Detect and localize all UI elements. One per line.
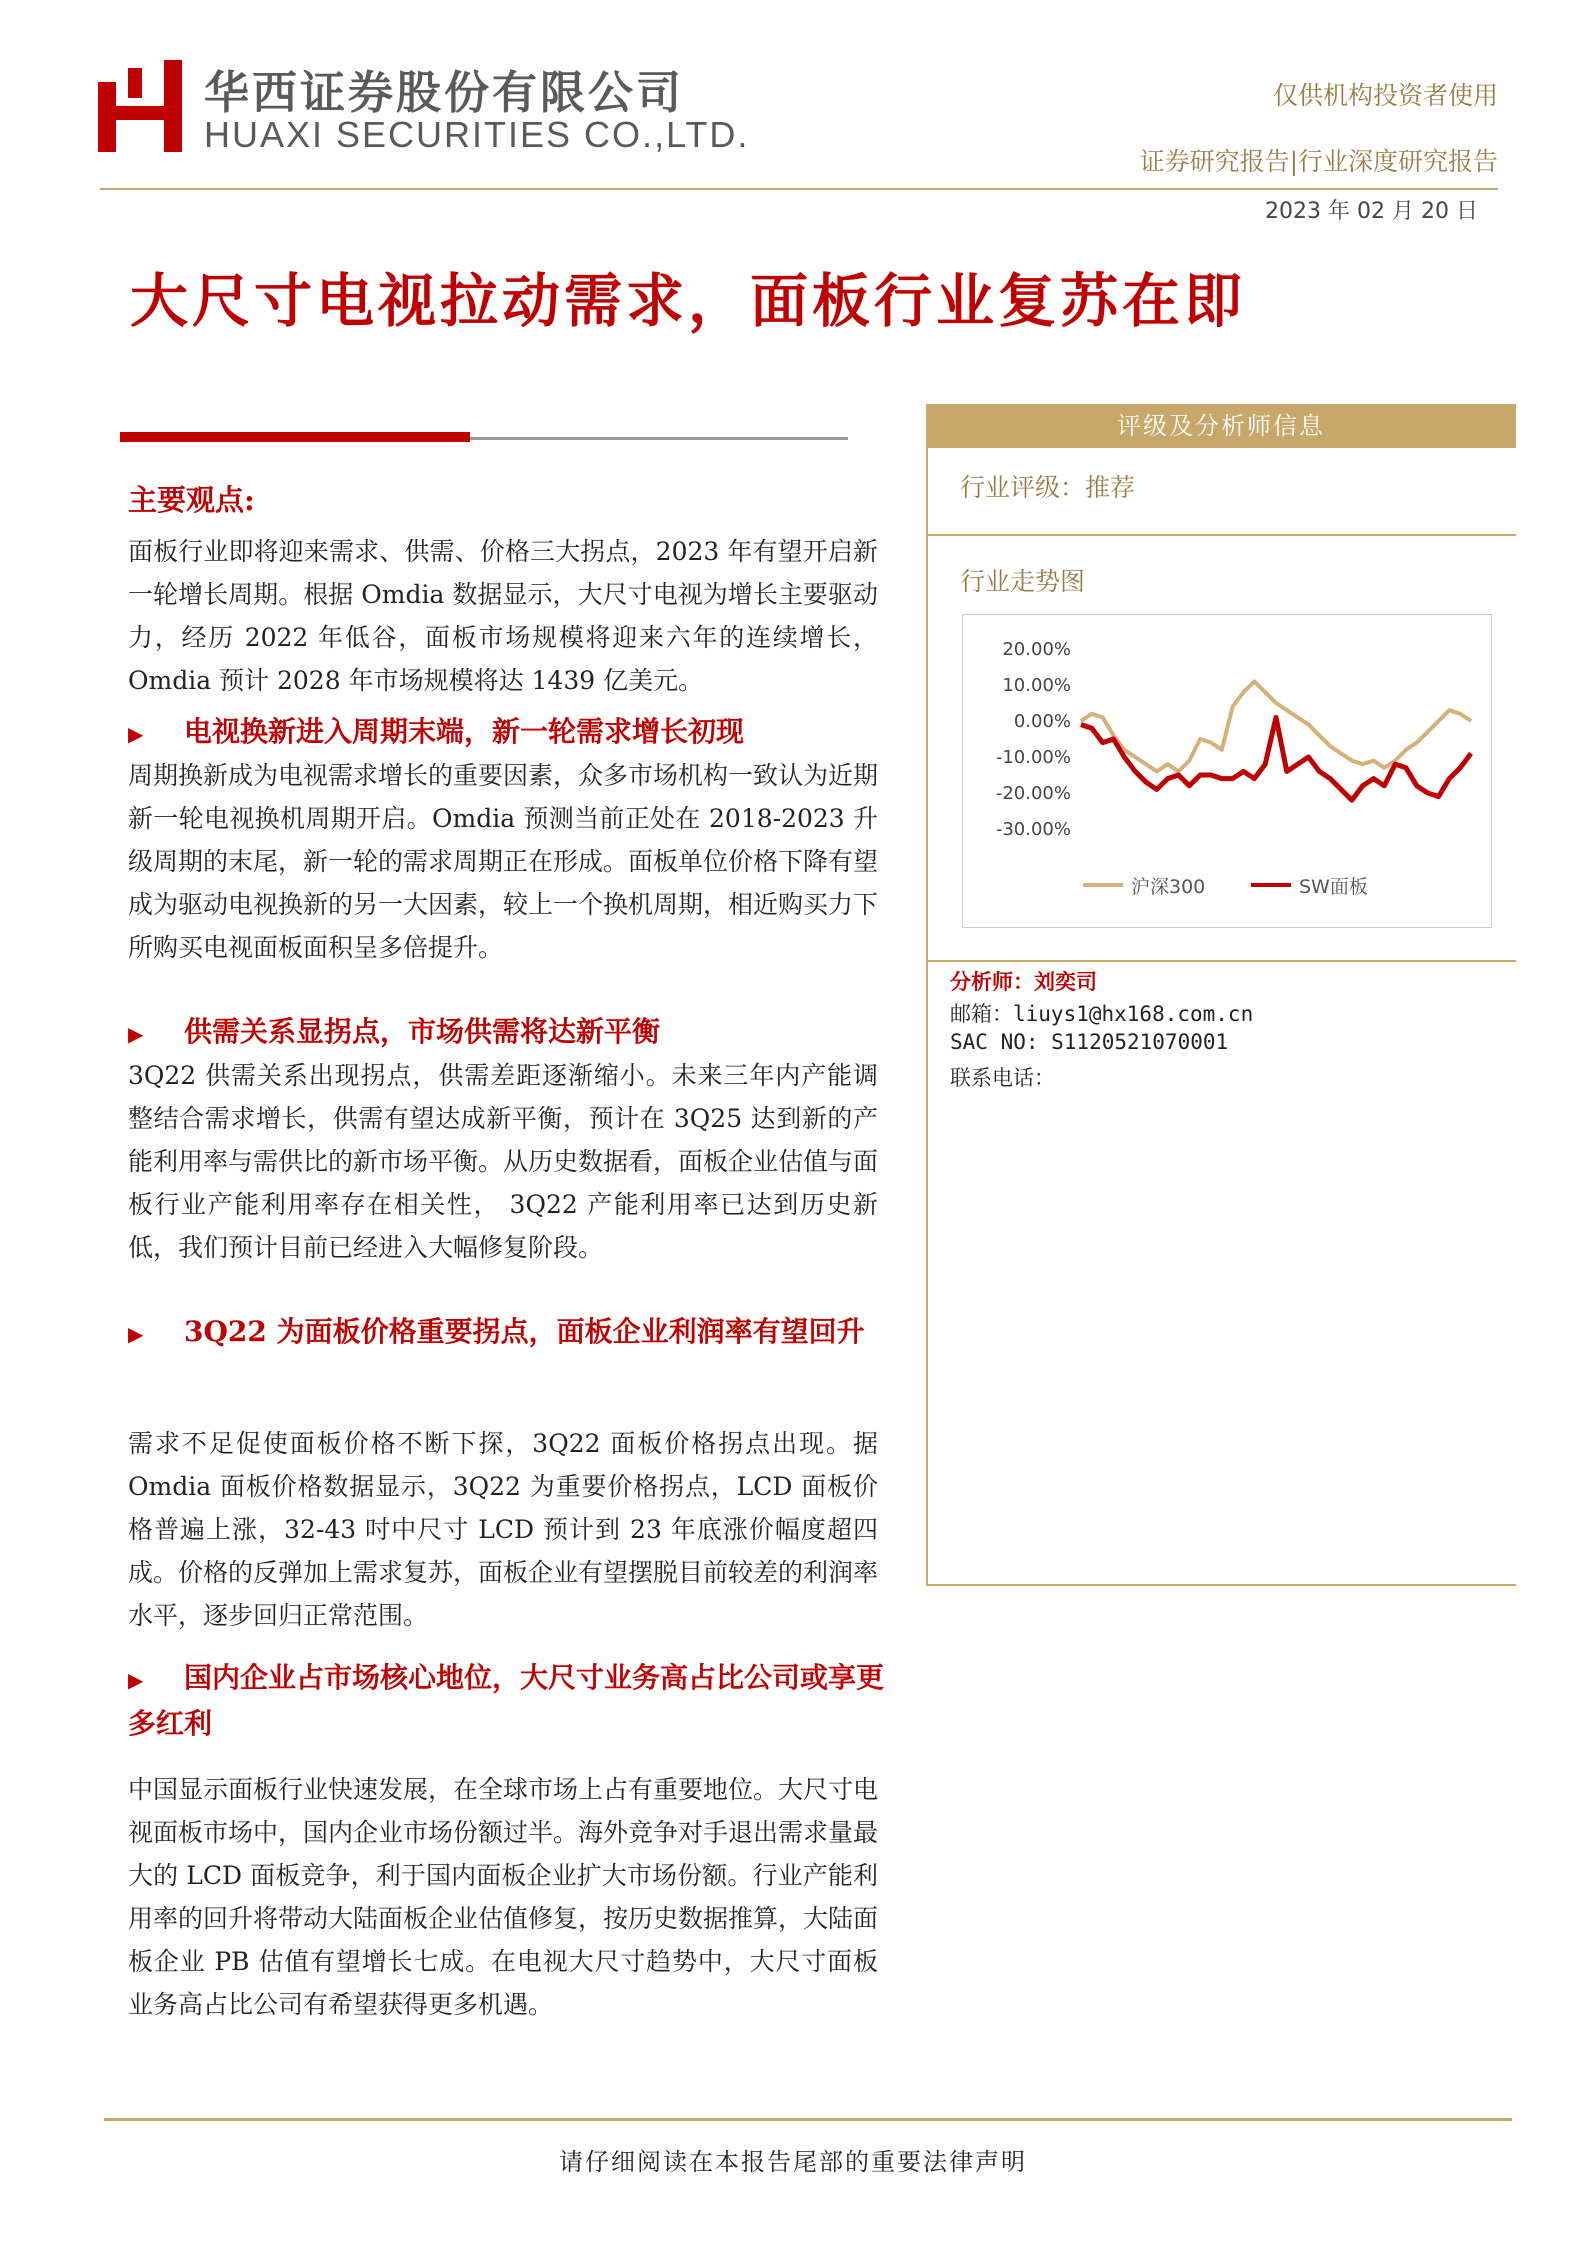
header-divider — [100, 188, 1498, 190]
industry-rating: 行业评级：推荐 — [960, 473, 1136, 502]
report-type: 证券研究报告|行业深度研究报告 — [1139, 147, 1498, 176]
trend-chart — [962, 614, 1492, 928]
section-accent-bar — [120, 432, 470, 442]
trend-chart-svg — [963, 615, 1491, 927]
report-date: 2023 年 02 月 20 日 — [1265, 199, 1478, 224]
analyst-sac: SAC NO: S1120521070001 — [950, 1030, 1229, 1054]
point-heading — [128, 1656, 888, 1746]
company-logo-icon — [98, 60, 182, 152]
y-tick-label: -10.00% — [995, 747, 1071, 768]
y-tick-label: 20.00% — [1002, 639, 1071, 660]
company-name-cn: 华西证券股份有限公司 — [204, 66, 685, 119]
point-body: 3Q22 供需关系出现拐点，供需差距逐渐缩小。未来三年内产能调整结合需求增长，供需有望达成新平衡，预计在 3Q25 达到新的产能利用率与需供比的新市场平衡。从历史数据看，面板企业估值与面板行业产能利用率存在相关性， 3Q22 产能利用率已达到历史新低，我们预计目前已经进入大幅修复阶段。 — [128, 1061, 879, 1262]
point-heading — [128, 1010, 888, 1056]
point-heading — [128, 710, 888, 756]
bullet-arrow-icon: ▶ — [128, 722, 144, 746]
point-heading-text: 供需关系显拐点，市场供需将达新平衡 — [184, 1015, 661, 1048]
bullet-arrow-icon: ▶ — [128, 1022, 144, 1046]
analyst-name: 分析师：刘奕司 — [950, 970, 1097, 994]
y-tick-label: -30.00% — [995, 819, 1071, 840]
sidebar-divider — [926, 534, 1516, 536]
report-title: 大尺寸电视拉动需求，面板行业复苏在即 — [130, 267, 1247, 335]
trend-chart-label: 行业走势图 — [960, 567, 1086, 596]
point-heading-text: 3Q22 为面板价格重要拐点，面板企业利润率有望回升 — [184, 1315, 865, 1348]
analyst-email[interactable]: 邮箱：liuys1@hx168.com.cn — [950, 1002, 1254, 1026]
point-heading-text: 电视换新进入周期末端，新一轮需求增长初现 — [184, 715, 745, 748]
section-title: 主要观点: — [128, 483, 255, 517]
sidebar-bottom-rule — [926, 1584, 1516, 1586]
y-tick-label: 0.00% — [1013, 711, 1071, 732]
section-divider — [470, 437, 848, 440]
legend-label-hs300: 沪深300 — [1131, 876, 1206, 898]
point-heading — [128, 1310, 888, 1356]
company-name-en: HUAXI SECURITIES CO.,LTD. — [204, 114, 750, 155]
y-tick-label: -20.00% — [995, 783, 1071, 804]
legend-label-sw-panel: SW面板 — [1299, 876, 1368, 898]
analyst-phone: 联系电话： — [950, 1066, 1055, 1090]
audience-note: 仅供机构投资者使用 — [1272, 81, 1498, 110]
sidebar-header: 评级及分析师信息 — [926, 404, 1516, 448]
point-body: 中国显示面板行业快速发展，在全球市场上占有重要地位。大尺寸电视面板市场中，国内企业市场份额过半。海外竞争对手退出需求量最大的 LCD 面板竞争，利于国内面板企业扩大市场份额。行业产能利用率的回升将带动大陆面板企业估值修复，按历史数据推算，大陆面板企业 PB 估值有望增长七成。在电视大尺寸趋势中，大尺寸面板业务高占比公司有希望获得更多机遇。 — [128, 1775, 879, 2019]
bullet-arrow-icon: ▶ — [128, 1322, 144, 1346]
point-body: 需求不足促使面板价格不断下探，3Q22 面板价格拐点出现。据 Omdia 面板价格数据显示，3Q22 为重要价格拐点，LCD 面板价格普遍上涨，32-43 吋中尺寸 LCD 预计到 23 年底涨价幅度超四成。价格的反弹加上需求复苏，面板企业有望摆脱目前较差的利润率水平，逐步回归正常范围。 — [128, 1429, 879, 1630]
footer-divider — [104, 2118, 1512, 2121]
sidebar-divider — [926, 960, 1516, 962]
point-heading-text: 国内企业占市场核心地位，大尺寸业务高占比公司或享更多红利 — [128, 1661, 885, 1740]
legal-notice: 请仔细阅读在本报告尾部的重要法律声明 — [559, 2148, 1027, 2176]
y-tick-label: 10.00% — [1002, 675, 1071, 696]
bullet-arrow-icon: ▶ — [128, 1668, 144, 1692]
point-body: 周期换新成为电视需求增长的重要因素，众多市场机构一致认为近期新一轮电视换机周期开启。Omdia 预测当前正处在 2018-2023 升级周期的末尾，新一轮的需求周期正在形成。面板单位价格下降有望成为驱动电视换新的另一大因素，较上一个换机周期，相近购买力下所购买电视面板面积呈多倍提升。 — [128, 761, 879, 962]
intro-paragraph: 面板行业即将迎来需求、供需、价格三大拐点，2023 年有望开启新一轮增长周期。根据 Omdia 数据显示，大尺寸电视为增长主要驱动力，经历 2022 年低谷，面板市场规模将迎来六年的连续增长，Omdia 预计 2028 年市场规模将达 1439 亿美元。 — [128, 537, 878, 695]
